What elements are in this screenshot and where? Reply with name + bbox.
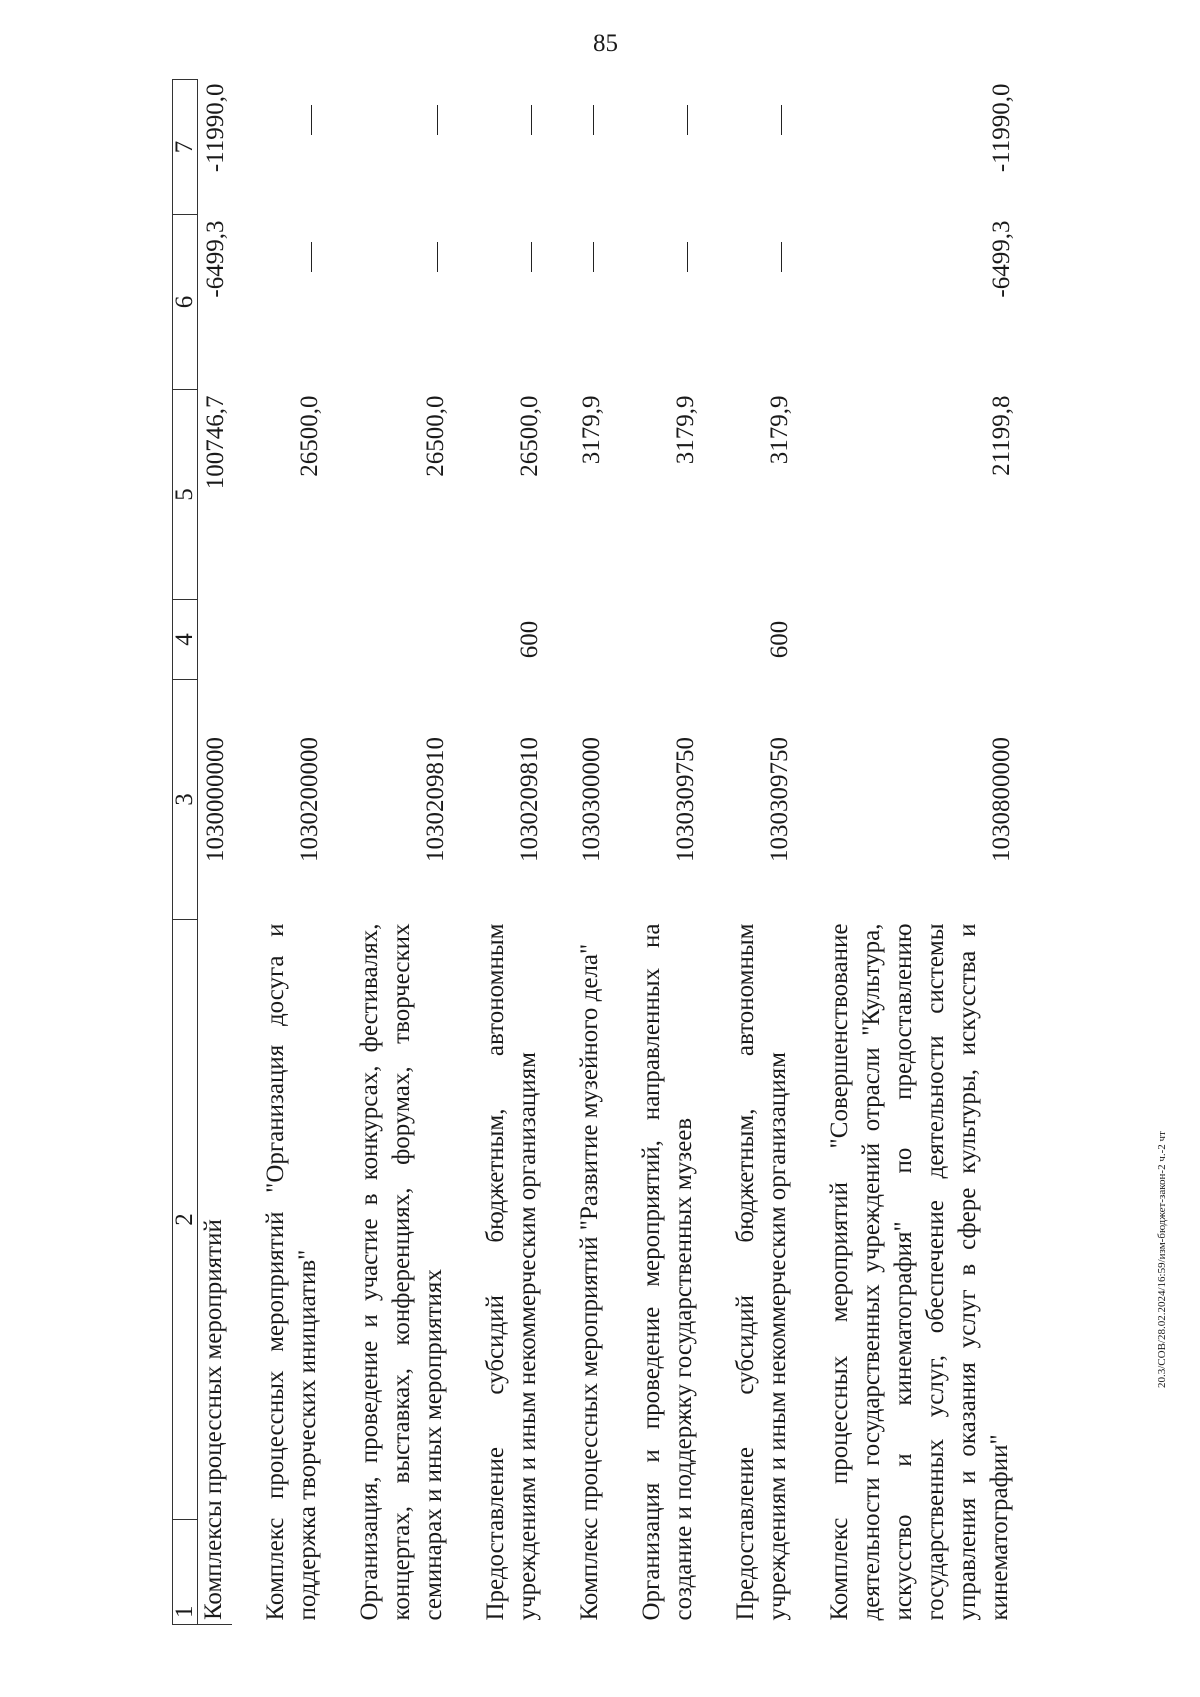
column-header-1: 1: [173, 1520, 198, 1625]
table-row: [198, 80, 233, 1625]
row-target-code: 1030000000: [202, 737, 229, 862]
row-amount-col6: [574, 215, 608, 390]
row-spacer-cell: [232, 80, 260, 1625]
table-row: [636, 80, 702, 1625]
table-row: [480, 80, 546, 1625]
row-target-code: 1030800000: [988, 737, 1015, 862]
row-expense-type: 600: [766, 620, 793, 659]
row-spacer: [546, 80, 574, 1625]
dash-mark: [781, 243, 782, 273]
dash-mark: [311, 106, 312, 136]
row-spacer: [232, 80, 260, 1625]
row-amount-col7: [636, 80, 702, 215]
row-expense-type: [354, 600, 452, 680]
row-amount-col6: [480, 215, 546, 390]
row-amount-col5: 3179,9: [672, 395, 699, 465]
table-row: [730, 80, 796, 1625]
row-target-code: 1030209810: [516, 737, 543, 862]
row-amount-col7: [480, 80, 546, 215]
dash-mark: [593, 106, 594, 136]
row-amount-col7: -11990,0: [988, 83, 1015, 173]
row-expense-type: [574, 600, 608, 680]
row-amount-col6: -6499,3: [988, 220, 1015, 298]
row-spacer-cell: [796, 80, 824, 1625]
row-amount-col6: [636, 215, 702, 390]
table-row: [354, 80, 452, 1625]
row-target-code: 1030309750: [766, 737, 793, 862]
row-spacer: [326, 80, 354, 1625]
column-header-7: 7: [173, 80, 198, 215]
rotated-table-container: [172, 80, 1052, 1625]
row-spacer-cell: [326, 80, 354, 1625]
row-target-code: 1030200000: [296, 737, 323, 862]
dash-mark: [531, 243, 532, 273]
table-row: [824, 80, 1018, 1625]
row-label: Комплексы процессных мероприятий: [198, 920, 233, 1625]
column-header-6: 6: [173, 215, 198, 390]
row-label: Организация и проведение мероприятий, направленных на создание и поддержку государственных музеев: [638, 923, 697, 1621]
dash-mark: [781, 106, 782, 136]
row-label: Организация, проведение и участие в конкурсах, фестивалях, концертах, выставках, конференциях, форумах, творческих семинарах и иных мероприятиях: [356, 923, 447, 1621]
dash-mark: [437, 106, 438, 136]
table-row: [260, 80, 326, 1625]
row-label: Предоставление субсидий бюджетным, автономным учреждениям и иным некоммерческим организациям: [732, 923, 791, 1621]
row-label: Комплекс процессных мероприятий "Совершенствование деятельности государственных учреждений отрасли "Культура, искусство и кинематография" по предоставлению государственных услуг, обеспечение деятельности системы управления и оказания услуг в сфере культуры, искусства и кинематографии": [826, 923, 1013, 1621]
row-target-code: 1030300000: [578, 737, 605, 862]
row-spacer: [702, 80, 730, 1625]
row-spacer-cell: [546, 80, 574, 1625]
row-label: Предоставление субсидий бюджетным, автономным учреждениям и иным некоммерческим организациям: [482, 923, 541, 1621]
row-label: Комплекс процессных мероприятий "Организация досуга и поддержка творческих инициатив": [262, 923, 321, 1621]
dash-mark: [311, 243, 312, 273]
row-expense-type: 600: [516, 620, 543, 659]
row-target-code: 1030209810: [422, 737, 449, 862]
row-amount-col5: 26500,0: [516, 395, 543, 477]
page-number: 85: [593, 30, 618, 57]
row-amount-col5: 3179,9: [578, 395, 605, 465]
column-header-5: 5: [173, 390, 198, 600]
row-expense-type: [260, 600, 326, 680]
row-spacer: [796, 80, 824, 1625]
row-amount-col5: 100746,7: [202, 395, 229, 490]
dash-mark: [593, 243, 594, 273]
budget-table: [172, 79, 1018, 1625]
column-header-3: 3: [173, 680, 198, 920]
row-amount-col5: 26500,0: [422, 395, 449, 477]
row-amount-col7: [574, 80, 608, 215]
row-amount-col7: [730, 80, 796, 215]
row-amount-col6: [354, 215, 452, 390]
row-spacer-cell: [702, 80, 730, 1625]
column-header-4: 4: [173, 600, 198, 680]
row-amount-col6: [730, 215, 796, 390]
row-amount-col6: [260, 215, 326, 390]
row-amount-col7: [354, 80, 452, 215]
dash-mark: [687, 106, 688, 136]
row-expense-type: [198, 600, 233, 680]
row-amount-col6: -6499,3: [202, 220, 229, 298]
row-amount-col5: 26500,0: [296, 395, 323, 477]
row-expense-type: [636, 600, 702, 680]
dash-mark: [687, 243, 688, 273]
footer-document-code: 20.3/СОВ/28.02.2024/16:59/изм-бюджет-закон-2 ч.-2 чт: [1156, 1131, 1168, 1388]
row-spacer-cell: [452, 80, 480, 1625]
table-body: [198, 80, 1019, 1625]
dash-mark: [437, 243, 438, 273]
column-header-2: 2: [173, 920, 198, 1520]
row-target-code: 1030309750: [672, 737, 699, 862]
row-amount-col7: [260, 80, 326, 215]
row-label: Комплекс процессных мероприятий "Развитие музейного дела": [576, 943, 603, 1621]
row-spacer: [452, 80, 480, 1625]
row-expense-type: [824, 600, 1018, 680]
table-header: [173, 80, 198, 1625]
dash-mark: [531, 106, 532, 136]
row-spacer: [608, 80, 636, 1625]
row-amount-col5: 3179,9: [766, 395, 793, 465]
table-row: [574, 80, 608, 1625]
row-amount-col5: 21199,8: [988, 395, 1015, 476]
row-spacer-cell: [608, 80, 636, 1625]
row-amount-col7: -11990,0: [202, 83, 229, 173]
